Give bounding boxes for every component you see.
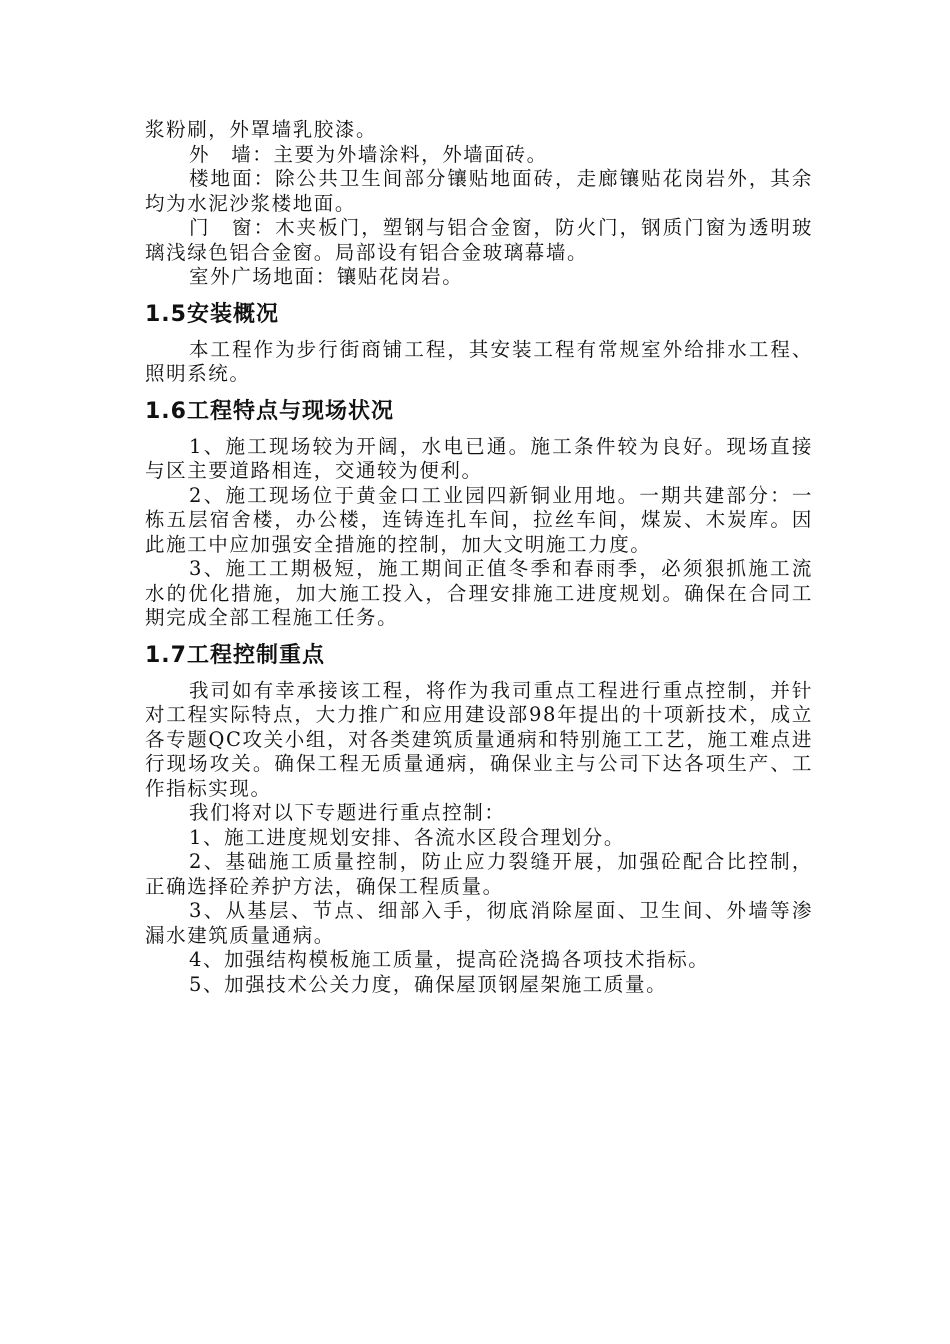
paragraph-control-2: 2、基础施工质量控制，防止应力裂缝开展，加强砼配合比控制，正确选择砼养护方法，确保工程质量。: [145, 850, 813, 898]
paragraph-control-4: 4、加强结构模板施工质量，提高砼浇捣各项技术指标。: [189, 948, 710, 971]
paragraph-control-3: 3、从基层、节点、细部入手，彻底消除屋面、卫生间、外墙等渗漏水建筑质量通病。: [145, 899, 813, 947]
paragraph-exterior-wall: 外 墙：主要为外墙涂料，外墙面砖。: [189, 142, 548, 166]
paragraph-site-3: 3、施工工期极短，施工期间正值冬季和春雨季，必须狠抓施工流水的优化措施，加大施工投入，合理安排施工进度规划。确保在合同工期完成全部工程施工任务。: [145, 557, 813, 629]
paragraph-control-intro: 我司如有幸承接该工程，将作为我司重点工程进行重点控制，并针对工程实际特点，大力推广和应用建设部98年提出的十项新技术，成立各专题QC攻关小组，对各类建筑质量通病和特别施工工艺，施工难点进行现场攻关。确保工程无质量通病，确保业主与公司下达各项生产、工作指标实现。: [145, 678, 813, 800]
heading-1-7: 1.7工程控制重点: [145, 642, 325, 668]
document-page: [145, 118, 813, 997]
heading-1-6: 1.6工程特点与现场状况: [145, 398, 394, 424]
heading-1-5: 1.5安装概况: [145, 301, 279, 327]
paragraph-control-1: 1、施工进度规划安排、各流水区段合理划分。: [189, 825, 626, 849]
paragraph-floor: 楼地面：除公共卫生间部分镶贴地面砖，走廊镶贴花岗岩外，其余均为水泥沙浆楼地面。: [145, 167, 813, 215]
paragraph-wall-continuation: 浆粉刷，外罩墙乳胶漆。: [145, 118, 378, 141]
paragraph-site-2: 2、施工现场位于黄金口工业园四新铜业用地。一期共建部分：一栋五层宿舍楼，办公楼，连铸连扎车间，拉丝车间，煤炭、木炭库。因此施工中应加强安全措施的控制，加大文明施工力度。: [145, 483, 813, 556]
paragraph-plaza-floor: 室外广场地面：镶贴花岗岩。: [189, 265, 464, 288]
paragraph-control-lead: 我们将对以下专题进行重点控制：: [189, 801, 506, 824]
paragraph-control-5: 5、加强技术公关力度，确保屋顶钢屋架施工质量。: [189, 972, 668, 996]
paragraph-installation: 本工程作为步行街商铺工程，其安装工程有常规室外给排水工程、照明系统。: [145, 337, 813, 385]
paragraph-doors-windows: 门 窗：木夹板门，塑钢与铝合金窗，防火门，钢质门窗为透明玻璃浅绿色铝合金窗。局部设有铝合金玻璃幕墙。: [145, 216, 813, 264]
paragraph-site-1: 1、施工现场较为开阔，水电已通。施工条件较为良好。现场直接与区主要道路相连，交通较为便利。: [145, 434, 813, 482]
